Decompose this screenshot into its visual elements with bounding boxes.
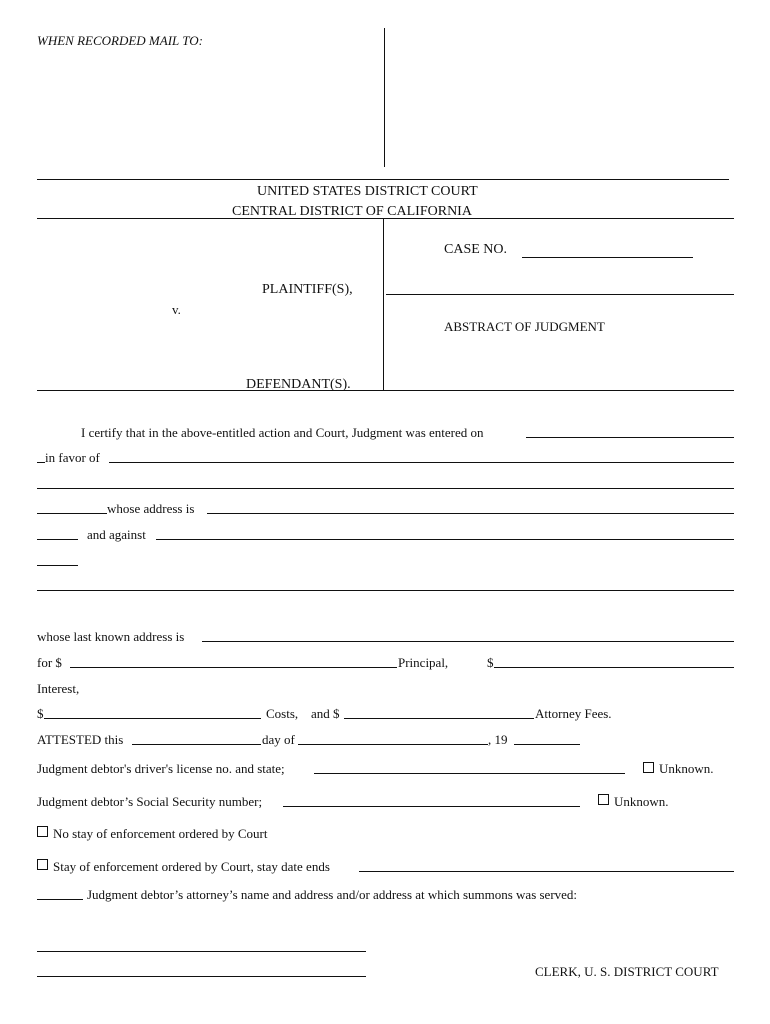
stay-checkbox[interactable] bbox=[37, 859, 48, 870]
document-title: ABSTRACT OF JUDGMENT bbox=[444, 319, 605, 334]
debtor-name-field[interactable] bbox=[156, 539, 734, 540]
ssn-unknown-checkbox[interactable] bbox=[598, 794, 609, 805]
ssn-unknown-label: Unknown. bbox=[614, 794, 669, 809]
case-no-label: CASE NO. bbox=[444, 242, 508, 257]
defendants-label: DEFENDANT(S). bbox=[246, 377, 351, 392]
license-unknown-checkbox[interactable] bbox=[643, 762, 654, 773]
ssn-field[interactable] bbox=[283, 806, 580, 807]
attorney-line-1[interactable] bbox=[37, 951, 366, 952]
attested-month-field[interactable] bbox=[298, 744, 488, 745]
attested-label: ATTESTED this bbox=[37, 732, 124, 747]
in-favor-field[interactable] bbox=[109, 462, 734, 463]
whose-address-label: whose address is bbox=[107, 501, 195, 516]
no-stay-checkbox[interactable] bbox=[37, 826, 48, 837]
caption-bottom-rule bbox=[37, 390, 734, 391]
last-known-address-label: whose last known address is bbox=[37, 629, 185, 644]
clerk-label: CLERK, U. S. DISTRICT COURT bbox=[535, 964, 719, 979]
attorney-line-2[interactable] bbox=[37, 976, 366, 977]
costs-label: Costs, bbox=[266, 706, 299, 721]
and-against-label: and against bbox=[87, 527, 146, 542]
debtor-name-field-2[interactable] bbox=[37, 590, 734, 591]
costs-dollar-label: $ bbox=[37, 706, 44, 721]
drivers-license-field[interactable] bbox=[314, 773, 625, 774]
stay-label: Stay of enforcement ordered by Court, stay date ends bbox=[53, 859, 330, 874]
against-prefix-field[interactable] bbox=[37, 539, 78, 540]
principal-label: Principal, bbox=[398, 655, 449, 670]
and-dollar-label: and $ bbox=[311, 706, 340, 721]
judgment-date-field[interactable] bbox=[526, 437, 734, 438]
header-divider bbox=[384, 28, 385, 167]
interest-field[interactable] bbox=[494, 667, 734, 668]
debtor-prefix-field[interactable] bbox=[37, 565, 78, 566]
court-district: CENTRAL DISTRICT OF CALIFORNIA bbox=[232, 204, 472, 219]
court-rule bbox=[37, 218, 734, 219]
plaintiffs-label: PLAINTIFF(S), bbox=[262, 282, 353, 297]
creditor-prefix-field[interactable] bbox=[37, 513, 107, 514]
attested-year-field[interactable] bbox=[514, 744, 580, 745]
versus-label: v. bbox=[172, 302, 181, 317]
attorney-fees-label: Attorney Fees. bbox=[535, 706, 612, 721]
header-rule bbox=[37, 179, 729, 180]
creditor-address-field[interactable] bbox=[207, 513, 734, 514]
license-unknown-label: Unknown. bbox=[659, 761, 714, 776]
costs-field[interactable] bbox=[44, 718, 261, 719]
interest-dollar-label: $ bbox=[487, 655, 494, 670]
for-dollar-label: for $ bbox=[37, 655, 62, 670]
case-no-field[interactable] bbox=[522, 257, 693, 258]
principal-field[interactable] bbox=[70, 667, 397, 668]
attested-day-field[interactable] bbox=[132, 744, 261, 745]
last-known-address-field[interactable] bbox=[202, 641, 734, 642]
attorney-prefix-field[interactable] bbox=[37, 899, 83, 900]
in-favor-prefix-field[interactable] bbox=[37, 462, 45, 463]
mail-to-label: WHEN RECORDED MAIL TO: bbox=[37, 33, 203, 48]
attorney-fees-field[interactable] bbox=[344, 718, 534, 719]
in-favor-label: in favor of bbox=[45, 450, 100, 465]
creditor-name-field-2[interactable] bbox=[37, 488, 734, 489]
caption-right-rule bbox=[386, 294, 734, 295]
caption-divider bbox=[383, 218, 384, 391]
day-of-label: day of bbox=[262, 732, 295, 747]
attorney-info-label: Judgment debtor’s attorney’s name and address and/or address at which summons was served: bbox=[87, 887, 578, 902]
year-prefix-label: , 19 bbox=[488, 732, 508, 747]
stay-date-field[interactable] bbox=[359, 871, 734, 872]
interest-label: Interest, bbox=[37, 681, 80, 696]
drivers-license-label: Judgment debtor's driver's license no. and state; bbox=[37, 761, 285, 776]
no-stay-label: No stay of enforcement ordered by Court bbox=[53, 826, 268, 841]
ssn-label: Judgment debtor’s Social Security number; bbox=[37, 794, 263, 809]
certify-text: I certify that in the above-entitled action and Court, Judgment was entered on bbox=[81, 425, 484, 440]
court-name: UNITED STATES DISTRICT COURT bbox=[257, 184, 478, 199]
